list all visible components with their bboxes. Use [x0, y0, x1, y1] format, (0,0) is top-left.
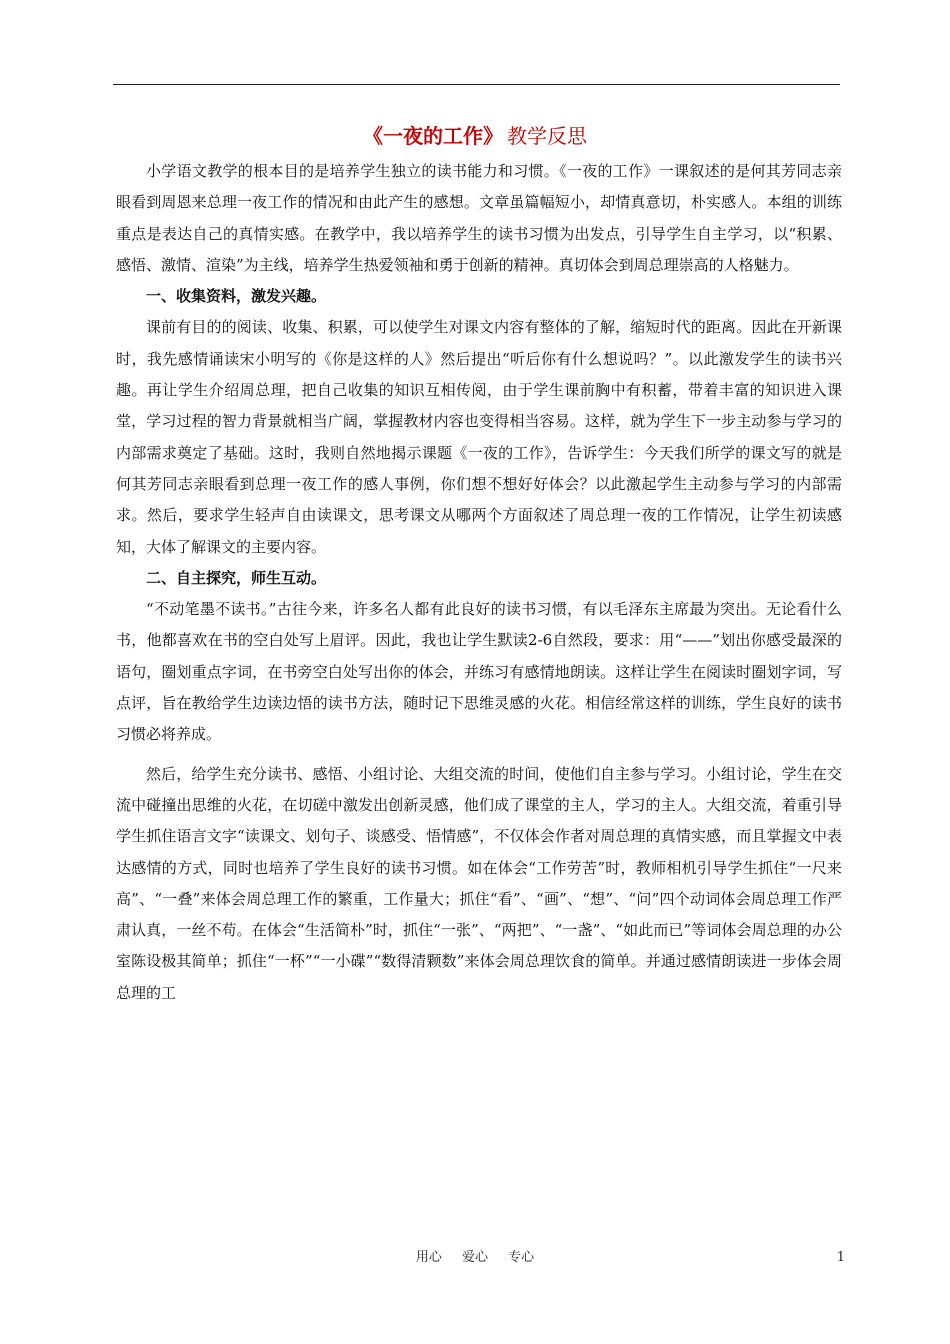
header-rule: [113, 84, 840, 85]
footer-motto: 用心 爱心 专心: [415, 1250, 535, 1265]
section-1-heading: 一、收集资料，激发兴趣。: [146, 287, 327, 306]
section-2-paragraph-2: 然后，给学生充分读书、感悟、小组讨论、大组交流的时间，使他们自主参与学习。小组讨论，学生在交流中碰撞出思维的火花，在切磋中激发出创新灵感，他们成了课堂的主人，学习的主人。大组交流，着重引导学生抓住语言文字“读课文、划句子、谈感受、悟情感”，不仅体会作者对周总理的真情实感，而且掌握文中表达感情的方式，同时也培养了学生良好的读书习惯。如在体会“工作劳苦”时，教师相机引导学生抓住“一尺来高”、“一叠”来体会周总理工作的繁重，工作量大；抓住“看”、“画”、“想”、“问”四个动词体会周总理工作严肃认真，一丝不苟。在体会“生活简朴”时，抓住“一张”、“两把”、“一盏”、“如此而已”等词体会周总理的办公室陈设极其简单；抓住“一杯”“一小碟”“数得清颗数”来体会周总理饮食的简单。并通过感情朗读进一步体会周总理的工: [116, 764, 842, 1002]
title-subtitle: 教学反思: [507, 124, 587, 148]
document-body: [116, 156, 842, 1009]
section-1-paragraph: 课前有目的的阅读、收集、积累，可以使学生对课文内容有整体的了解，缩短时代的距离。因此在开新课时，我先感情诵读宋小明写的《你是这样的人》然后提出“听后你有什么想说吗？”。以此激发学生的读书兴趣。再让学生介绍周总理，把自己收集的知识互相传阅，由于学生课前胸中有积蓄，带着丰富的知识进入课堂，学习过程的智力背景就相当广阔，掌握教材内容也变得相当容易。这样，就为学生下一步主动参与学习的内部需求奠定了基础。这时，我则自然地揭示课题《一夜的工作》，告诉学生：今天我们所学的课文写的就是何其芳同志亲眼看到总理一夜工作的感人事例，你们想不想好好体会？以此激起学生主动参与学习的内部需求。然后，要求学生轻声自由读课文，思考课文从哪两个方面叙述了周总理一夜的工作情况，让学生初读感知，大体了解课文的主要内容。: [116, 318, 842, 556]
page-number: 1: [836, 1250, 845, 1265]
document-title: [0, 121, 950, 151]
title-book-name: 《一夜的工作》: [363, 124, 503, 148]
section-2-paragraph-1: “不动笔墨不读书。”古往今来，许多名人都有此良好的读书习惯，有以毛泽东主席最为突出。无论看什么书，他都喜欢在书的空白处写上眉评。因此，我也让学生默读2-6自然段，要求：用“——”划出你感受最深的语句，圈划重点字词，在书旁空白处写出你的体会，并练习有感情地朗读。这样让学生在阅读时圈划字词，写点评，旨在教给学生边读边悟的读书方法，随时记下思维灵感的火花。相信经常这样的训练，学生良好的读书习惯必将养成。: [116, 600, 842, 744]
paragraph-gap: [116, 751, 842, 759]
intro-paragraph: 小学语文教学的根本目的是培养学生独立的读书能力和习惯。《一夜的工作》一课叙述的是何其芳同志亲眼看到周恩来总理一夜工作的情况和由此产生的感想。文章虽篇幅短小，却情真意切，朴实感人。本组的训练重点是表达自己的真情实感。在教学中，我以培养学生的读书习惯为出发点，引导学生自主学习，以“积累、感悟、激情、渲染”为主线，培养学生热爱领袖和勇于创新的精神。真切体会到周总理崇高的人格魅力。: [116, 162, 842, 274]
section-2-heading: 二、自主探究，师生互动。: [146, 568, 327, 587]
